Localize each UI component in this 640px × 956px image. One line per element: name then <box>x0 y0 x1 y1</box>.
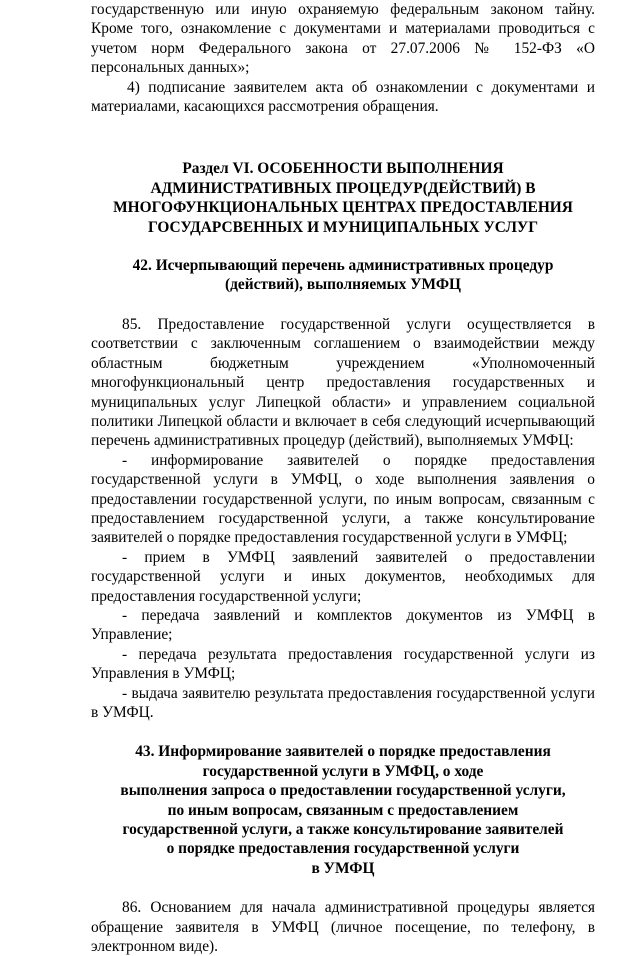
paragraph-86: 86. Основанием для начала административной процедуры является обращение заявителя в УМФЦ (личное посещение, по телефону, в электронном виде). <box>91 899 595 956</box>
paragraph-85: 85. Предоставление государственной услуги осуществляется в соответствии с заключенным соглашением о взаимодействии между областным бюджетным учреждением «Уполномоченный многофункциональный центр предоставления государственных и муниципальных услуг Липецкой области» и управлением социальной политики Липецкой области и включает в себя следующий исчерпывающий перечень административных процедур (действий), выполняемых УМФЦ: <box>91 315 595 450</box>
subsection-heading-line: государственной услуги в УМФЦ, о ходе <box>202 762 484 780</box>
subsection-heading-line: по иным вопросам, связанным с предоставлением <box>167 801 519 819</box>
section-heading <box>91 159 595 237</box>
list-item: - выдача заявителю результата предоставления государственной услуги в УМФЦ. <box>91 684 595 721</box>
paragraph-continuation: государственную или иную охраняемую федеральным законом тайну. Кроме того, ознакомление с документами и материалами проводиться с учетом норм Федерального закона от 27.07.2006 № 152-ФЗ «О персональных данных»; <box>91 1 595 77</box>
list-item: - передача заявлений и комплектов документов из УМФЦ в Управление; <box>91 606 595 644</box>
list-item: - передача результата предоставления государственной услуги из Управления в УМФЦ; <box>91 645 595 683</box>
section-heading-line: Раздел VI. ОСОБЕННОСТИ ВЫПОЛНЕНИЯ <box>182 160 504 178</box>
subsection-heading-line: в УМФЦ <box>311 859 375 877</box>
subsection-heading-line: 42. Исчерпывающий перечень административных процедур <box>132 257 554 275</box>
section-heading-line: АДМИНИСТРАТИВНЫХ ПРОЦЕДУР(ДЕЙСТВИЙ) В <box>150 179 536 197</box>
subsection-heading-line: 43. Информирование заявителей о порядке предоставления <box>135 743 551 761</box>
subsection-heading-line: о порядке предоставления государственной услуги <box>166 840 520 858</box>
subsection-heading-line: выполнения запроса о предоставлении государственной услуги, <box>120 782 566 800</box>
subsection-42-body <box>91 315 595 723</box>
subsection-heading-line: (действий), выполняемых УМФЦ <box>224 276 462 294</box>
subsection-43-heading <box>91 742 595 878</box>
subsection-43-body <box>91 898 595 956</box>
section-heading-line: ГОСУДАРСВЕННЫХ И МУНИЦИПАЛЬНЫХ УСЛУГ <box>147 218 539 236</box>
section-heading-line: МНОГОФУНКЦИОНАЛЬНЫХ ЦЕНТРАХ ПРЕДОСТАВЛЕНИЯ <box>113 199 573 217</box>
list-item: - информирование заявителей о порядке предоставления государственной услуги в УМФЦ, о ходе выполнения заявления о предоставлении государственной услуги, по иным вопросам, связанным с предоставлением государственной услуги, а также консультирование заявителей о порядке предоставления государственной услуги в УМФЦ; <box>91 451 595 547</box>
list-item: - прием в УМФЦ заявлений заявителей о предоставлении государственной услуги и иных документов, необходимых для предоставления государственной услуги; <box>91 548 595 605</box>
subsection-42-heading <box>91 256 595 295</box>
subsection-heading-line: государственной услуги, а также консультирование заявителей <box>122 821 564 839</box>
paragraph-item-4: 4) подписание заявителем акта об ознакомлении с документами и материалами, касающихся рассмотрения обращения. <box>91 78 595 116</box>
